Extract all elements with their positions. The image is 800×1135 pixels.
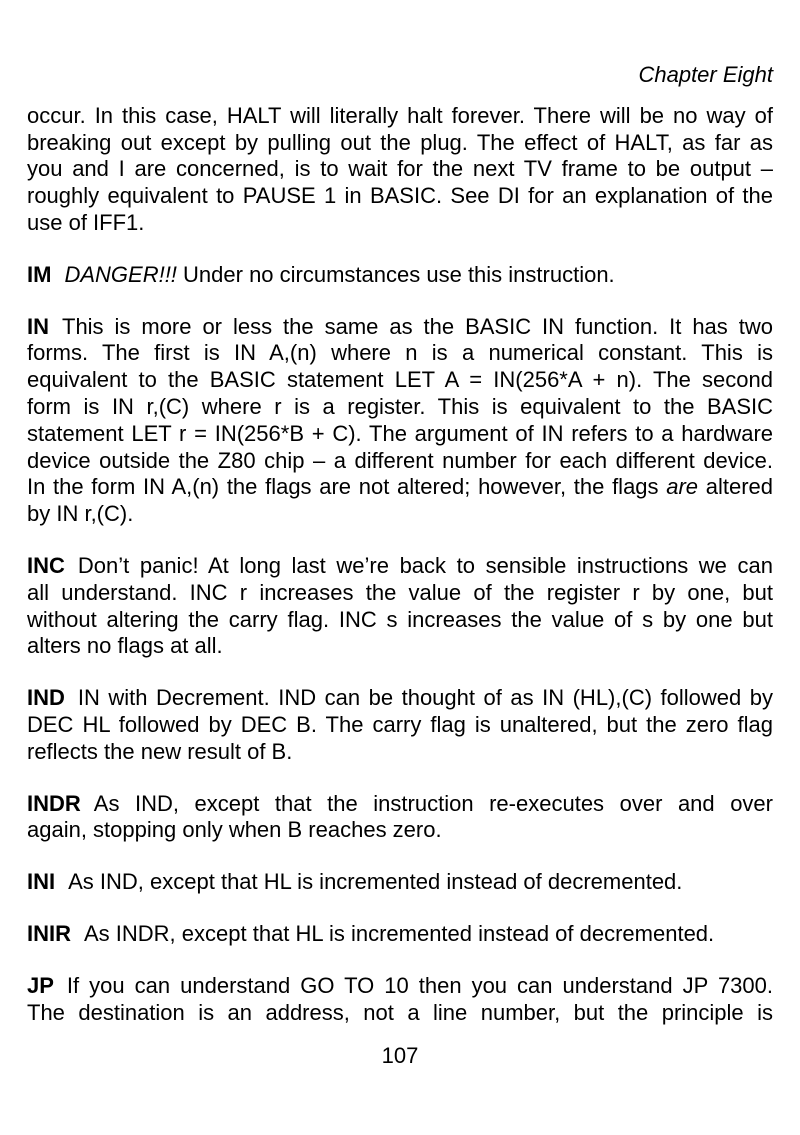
text-run: equivalent to the BASIC statement LET A = IN(256*A + n). The second	[27, 367, 773, 393]
text-run: In the form IN A,(n) the flags are not altered; however, the flags	[27, 474, 667, 500]
text-run: Under no circumstances use this instruction.	[176, 261, 615, 287]
text-line	[27, 448, 773, 475]
text-line	[27, 103, 773, 130]
text-run: use of IFF1.	[27, 209, 145, 235]
text-run: all understand. INC r increases the value of the register r by one, but	[27, 579, 773, 605]
text-run: you and I are concerned, is to wait for the next TV frame to be output –	[27, 156, 773, 182]
text-run: form is IN r,(C) where r is a register. This is equivalent to the BASIC	[27, 393, 773, 419]
text-line	[27, 183, 773, 210]
text-line	[27, 130, 773, 157]
text-run: As INDR, except that HL is incremented instead of decremented.	[84, 920, 715, 946]
text-run: Don’t panic! At long last we’re back to sensible instructions we can	[77, 552, 773, 578]
text-run: IN with Decrement. IND can be thought of as IN (HL),(C) followed by	[77, 685, 773, 711]
text-run: forms. The first is IN A,(n) where n is a numerical constant. This is	[27, 340, 773, 366]
text-run: device outside the Z80 chip – a different number for each different device.	[27, 447, 773, 473]
instruction-term: IN	[27, 313, 49, 339]
text-line	[27, 580, 773, 607]
body-text	[27, 103, 773, 1027]
text-run: DEC HL followed by DEC B. The carry flag is unaltered, but the zero flag	[27, 711, 773, 737]
text-line	[27, 156, 773, 183]
chapter-header: Chapter Eight	[638, 62, 773, 87]
text-line	[27, 1000, 773, 1027]
text-run: are	[666, 474, 699, 500]
text-run: again, stopping only when B reaches zero.	[27, 817, 442, 843]
text-run: As IND, except that HL is incremented instead of decremented.	[68, 869, 683, 895]
paragraph	[27, 262, 773, 289]
text-line	[27, 553, 773, 580]
instruction-term: INI	[27, 869, 56, 895]
text-run: This is more or less the same as the BASIC IN function. It has two	[62, 313, 773, 339]
text-run: DANGER!!!	[64, 261, 177, 287]
text-line	[27, 607, 773, 634]
text-line	[27, 921, 773, 948]
text-line	[27, 367, 773, 394]
text-run: breaking out except by pulling out the plug. The effect of HALT, as far as	[27, 129, 773, 155]
paragraph	[27, 791, 773, 845]
paragraph	[27, 973, 773, 1027]
text-line	[27, 340, 773, 367]
paragraph	[27, 103, 773, 237]
text-line	[27, 817, 773, 844]
text-run: without altering the carry flag. INC s increases the value of s by one but	[27, 606, 773, 632]
text-run: alters no flags at all.	[27, 633, 223, 659]
text-line	[27, 973, 773, 1000]
paragraph	[27, 869, 773, 896]
page-number: 107	[381, 1043, 419, 1068]
instruction-term: INC	[27, 552, 65, 578]
paragraph	[27, 553, 773, 660]
text-line	[27, 633, 773, 660]
instruction-term: IND	[27, 685, 65, 711]
text-line	[27, 739, 773, 766]
text-run: by IN r,(C).	[27, 501, 134, 527]
text-line	[27, 869, 773, 896]
text-run: statement LET r = IN(256*B + C). The argument of IN refers to a hardware	[27, 420, 773, 446]
text-run: As IND, except that the instruction re-executes over and over	[93, 790, 773, 816]
text-run: The destination is an address, not a line number, but the principle is	[27, 999, 773, 1025]
text-run: reflects the new result of B.	[27, 738, 293, 764]
text-run: If you can understand GO TO 10 then you can understand JP 7300.	[66, 972, 773, 998]
text-line	[27, 262, 773, 289]
text-line	[27, 210, 773, 237]
text-line	[27, 421, 773, 448]
text-line	[27, 474, 773, 501]
text-line	[27, 791, 773, 818]
paragraph	[27, 921, 773, 948]
instruction-term: JP	[27, 972, 54, 998]
paragraph	[27, 685, 773, 765]
text-line	[27, 394, 773, 421]
text-line	[27, 712, 773, 739]
instruction-term: IM	[27, 261, 52, 287]
text-run: occur. In this case, HALT will literally halt forever. There will be no way of	[27, 102, 773, 128]
paragraph	[27, 314, 773, 528]
text-line	[27, 314, 773, 341]
text-line	[27, 501, 773, 528]
text-line	[27, 685, 773, 712]
text-run: roughly equivalent to PAUSE 1 in BASIC. See DI for an explanation of the	[27, 183, 773, 209]
instruction-term: INIR	[27, 920, 71, 946]
instruction-term: INDR	[27, 790, 81, 816]
text-run: altered	[698, 474, 773, 500]
